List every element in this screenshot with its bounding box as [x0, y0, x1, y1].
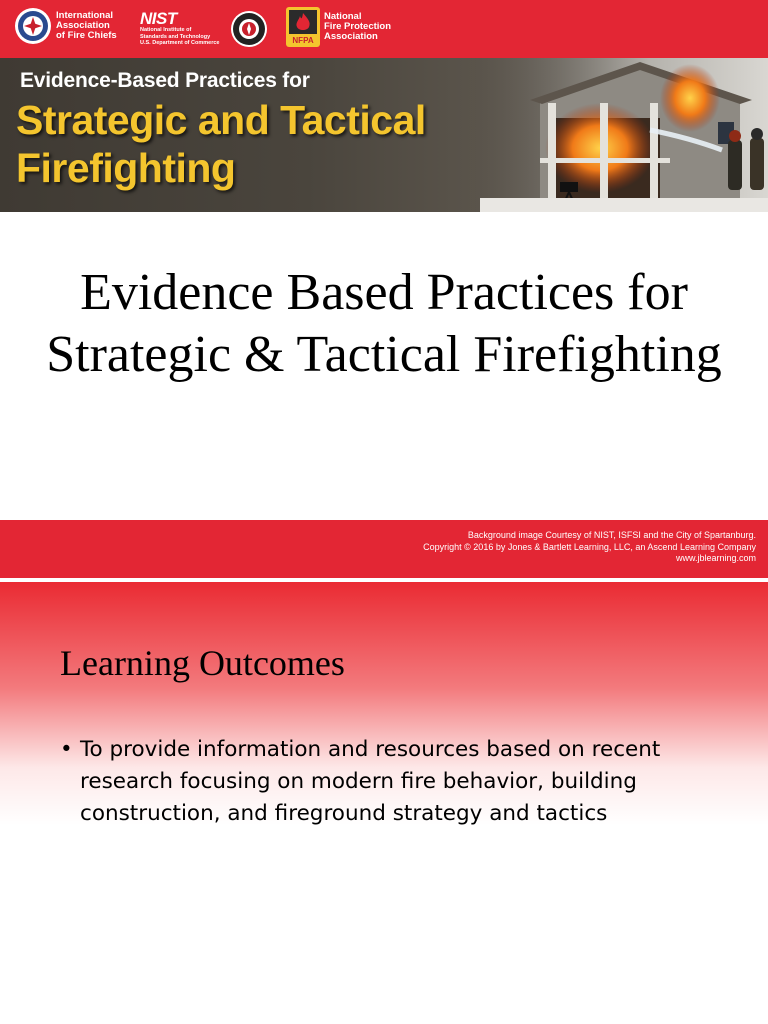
course-banner: [0, 58, 768, 212]
banner-subtitle: Evidence-Based Practices for: [20, 69, 310, 92]
slide-heading: Learning Outcomes: [60, 643, 345, 683]
logo-bar: [0, 0, 768, 58]
credit-line-1: Background image Courtesy of NIST, ISFSI and the City of Spartanburg.: [467, 530, 756, 540]
nfpa-mark: NFPA: [292, 36, 314, 45]
bullet-icon: •: [60, 737, 73, 762]
credit-bar: [0, 520, 768, 578]
slide-title: Evidence Based Practices for Strategic & Tactical Firefighting: [46, 264, 722, 383]
credit-line-2: Copyright © 2016 by Jones & Bartlett Learning, LLC, an Ascend Learning Company: [423, 541, 756, 552]
list-item: [60, 734, 710, 830]
iafc-emblem-icon: [14, 7, 52, 45]
nist-wordmark: NIST: [140, 9, 177, 28]
iafc-name: International Association of Fire Chiefs: [56, 10, 117, 41]
learning-outcomes-slide: [0, 582, 768, 1024]
isfsi-seal: [230, 10, 268, 48]
nfpa-logo: [286, 7, 391, 47]
credit-url: www.jblearning.com: [675, 553, 756, 563]
nfpa-name: National Fire Protection Association: [324, 11, 392, 42]
iafc-logo: [14, 7, 117, 45]
nist-subtitle: National Institute of Standards and Technology U.S. Department of Commerce: [140, 27, 220, 46]
isfsi-seal-icon: [230, 10, 268, 48]
credits: [423, 530, 756, 565]
nist-logo: [140, 10, 219, 47]
banner-title: [16, 96, 426, 192]
banner-title-line-2: Firefighting: [16, 145, 236, 191]
bullet-text: To provide information and resources based on recent research focusing on modern fire behavior, building construction, and fireground strategy and tactics: [80, 737, 661, 826]
banner-title-line-1: Strategic and Tactical: [16, 97, 426, 143]
nfpa-flame-icon: [286, 7, 320, 47]
